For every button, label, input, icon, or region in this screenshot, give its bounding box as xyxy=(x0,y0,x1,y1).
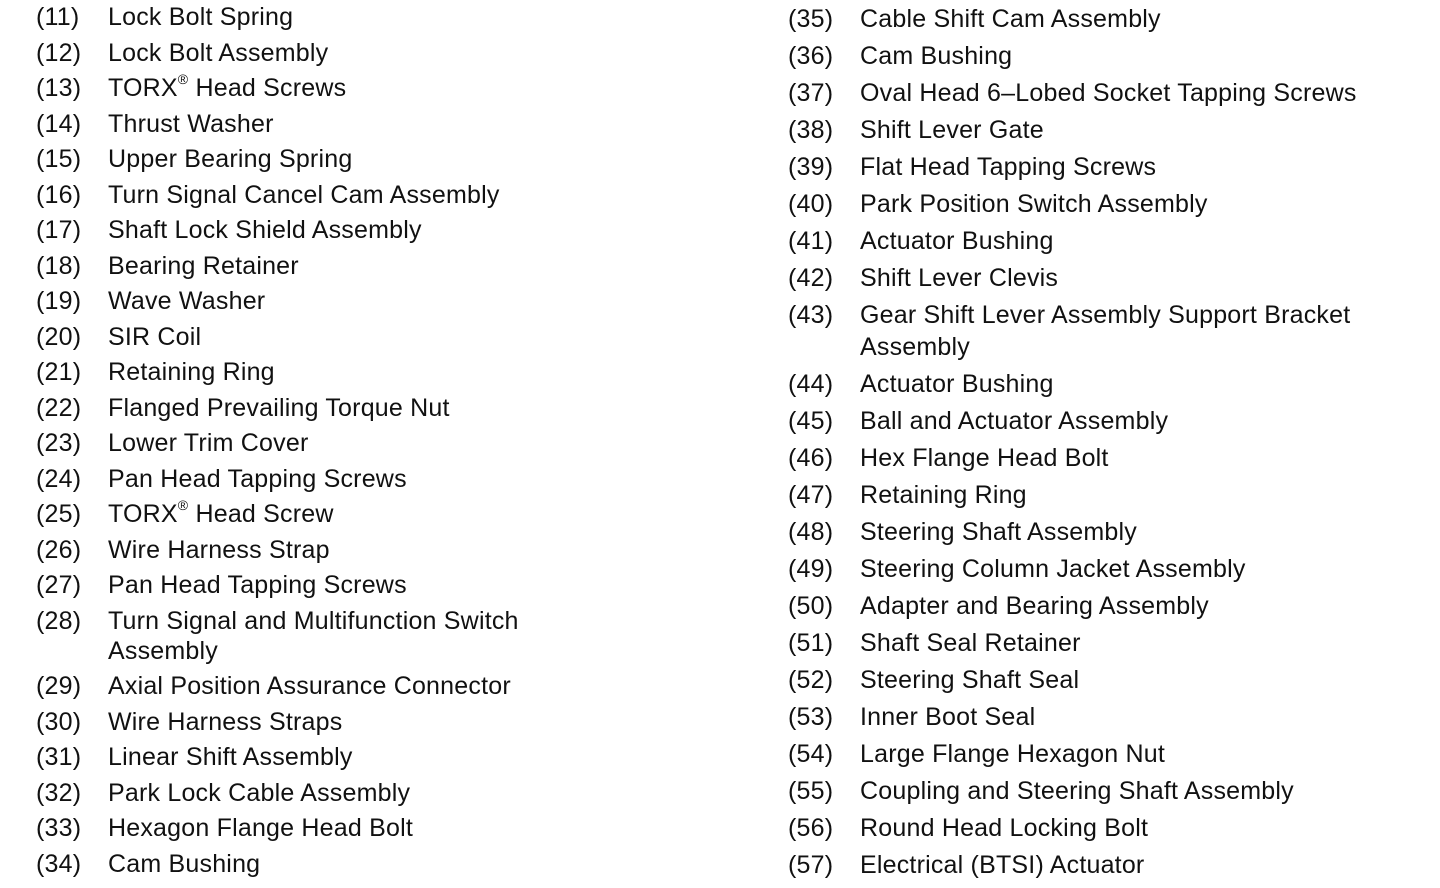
part-number: (27) xyxy=(36,571,82,599)
parts-list-item xyxy=(788,585,1436,622)
part-number: (21) xyxy=(36,358,82,386)
parts-list-item xyxy=(788,474,1436,511)
part-name: Cam Bushing xyxy=(860,42,1013,70)
part-number: (22) xyxy=(36,393,82,422)
part-number: (17) xyxy=(36,216,82,244)
part-number: (19) xyxy=(36,287,82,315)
parts-list-item xyxy=(788,109,1436,146)
part-number: (43) xyxy=(788,301,834,329)
part-number: (13) xyxy=(36,74,82,102)
parts-list-item xyxy=(788,511,1436,548)
part-name: Wire Harness Strap xyxy=(108,535,330,564)
parts-list-item xyxy=(36,352,736,388)
registered-trademark-mark: ® xyxy=(177,71,189,87)
parts-list-right-column xyxy=(788,0,1436,881)
part-number: (23) xyxy=(36,429,82,457)
parts-list-item xyxy=(36,529,736,565)
part-number: (44) xyxy=(788,370,834,398)
parts-list-left-column xyxy=(36,0,736,879)
parts-list-item xyxy=(788,363,1436,400)
part-name: Steering Shaft Seal xyxy=(860,666,1080,694)
part-name: Pan Head Tapping Screws xyxy=(108,464,407,493)
part-name: Wire Harness Straps xyxy=(108,707,343,736)
part-name: SIR Coil xyxy=(108,322,202,351)
part-number: (41) xyxy=(788,227,834,255)
part-number: (40) xyxy=(788,190,834,218)
part-name: Large Flange Hexagon Nut xyxy=(860,740,1165,768)
part-name: Lock Bolt Spring xyxy=(108,3,294,31)
part-number: (51) xyxy=(788,629,834,657)
part-number: (54) xyxy=(788,740,834,768)
parts-list-item xyxy=(36,174,736,210)
part-number: (37) xyxy=(788,79,834,107)
part-number: (12) xyxy=(36,38,82,67)
parts-list-item xyxy=(788,770,1436,807)
parts-list-item xyxy=(36,0,736,32)
parts-list-item xyxy=(788,72,1436,109)
part-name: Gear Shift Lever Assembly Support Bracket Assembly xyxy=(860,301,1351,361)
part-name: Shift Lever Clevis xyxy=(860,264,1059,292)
part-number: (57) xyxy=(788,851,834,879)
parts-list-item xyxy=(788,294,1436,363)
part-name: Bearing Retainer xyxy=(108,251,299,280)
part-name: Electrical (BTSI) Actuator xyxy=(860,851,1145,879)
part-name: Lock Bolt Assembly xyxy=(108,38,329,67)
parts-list-item xyxy=(36,32,736,68)
part-number: (14) xyxy=(36,109,82,138)
part-name: Shaft Seal Retainer xyxy=(860,629,1081,657)
parts-list-item xyxy=(788,844,1436,881)
part-name: Flanged Prevailing Torque Nut xyxy=(108,393,450,422)
parts-list-item xyxy=(36,139,736,175)
part-name: Pan Head Tapping Screws xyxy=(108,571,407,599)
part-number: (34) xyxy=(36,849,82,878)
part-name: Lower Trim Cover xyxy=(108,429,309,457)
part-number: (46) xyxy=(788,444,834,472)
registered-trademark-mark: ® xyxy=(177,497,189,513)
parts-list-item xyxy=(36,565,736,601)
part-number: (32) xyxy=(36,778,82,807)
part-number: (52) xyxy=(788,666,834,694)
part-name: Actuator Bushing xyxy=(860,370,1054,398)
parts-list-item xyxy=(36,600,736,666)
parts-list-item xyxy=(788,437,1436,474)
part-name: Cam Bushing xyxy=(108,849,261,878)
part-number: (39) xyxy=(788,153,834,181)
part-name xyxy=(108,499,736,529)
parts-list-item xyxy=(788,257,1436,294)
parts-list-item xyxy=(36,210,736,246)
part-name: Inner Boot Seal xyxy=(860,703,1036,731)
part-name: Oval Head 6–Lobed Socket Tapping Screws xyxy=(860,79,1357,107)
part-name: Ball and Actuator Assembly xyxy=(860,407,1169,435)
part-number: (45) xyxy=(788,407,834,435)
part-name: Actuator Bushing xyxy=(860,227,1054,255)
part-number: (15) xyxy=(36,145,82,173)
part-number: (16) xyxy=(36,180,82,209)
part-name: Shaft Lock Shield Assembly xyxy=(108,216,422,244)
part-name: Park Lock Cable Assembly xyxy=(108,778,411,807)
part-name: Round Head Locking Bolt xyxy=(860,814,1149,842)
part-name: Park Position Switch Assembly xyxy=(860,190,1208,218)
part-number: (31) xyxy=(36,743,82,771)
parts-list-item xyxy=(36,666,736,702)
parts-list-item xyxy=(788,622,1436,659)
parts-list-item xyxy=(788,0,1436,35)
part-name: Hexagon Flange Head Bolt xyxy=(108,814,413,842)
parts-list-item xyxy=(36,245,736,281)
part-number: (11) xyxy=(36,3,80,31)
part-name xyxy=(108,73,736,103)
part-name-rest: Head Screws xyxy=(188,74,347,102)
part-name: Shift Lever Gate xyxy=(860,116,1044,144)
parts-list-item xyxy=(788,400,1436,437)
part-name: Thrust Washer xyxy=(108,109,274,138)
part-name: Cable Shift Cam Assembly xyxy=(860,5,1161,33)
part-name: Upper Bearing Spring xyxy=(108,145,353,173)
part-number: (25) xyxy=(36,500,82,528)
part-name: Wave Washer xyxy=(108,287,266,315)
part-number: (29) xyxy=(36,672,82,700)
part-number: (33) xyxy=(36,814,82,842)
parts-list-item xyxy=(36,387,736,423)
part-name: Turn Signal Cancel Cam Assembly xyxy=(108,180,500,209)
part-name: Steering Column Jacket Assembly xyxy=(860,555,1246,583)
part-name-brand: TORX xyxy=(108,500,178,528)
part-name: Linear Shift Assembly xyxy=(108,743,353,771)
parts-list-item xyxy=(36,316,736,352)
part-number: (26) xyxy=(36,535,82,564)
parts-list-item xyxy=(36,808,736,844)
part-number: (18) xyxy=(36,251,82,280)
part-name: Flat Head Tapping Screws xyxy=(860,153,1157,181)
part-name: Turn Signal and Multifunction Switch Assembly xyxy=(108,606,519,665)
parts-list-item xyxy=(788,35,1436,72)
part-number: (48) xyxy=(788,518,834,546)
part-number: (20) xyxy=(36,322,82,351)
parts-list-item xyxy=(788,733,1436,770)
part-name-brand: TORX xyxy=(108,74,178,102)
parts-list-item xyxy=(36,281,736,317)
part-number: (35) xyxy=(788,5,834,33)
parts-list-item xyxy=(788,183,1436,220)
parts-list-item xyxy=(788,220,1436,257)
part-name: Adapter and Bearing Assembly xyxy=(860,592,1209,620)
parts-list-item xyxy=(788,548,1436,585)
part-number: (53) xyxy=(788,703,834,731)
parts-list-item xyxy=(36,423,736,459)
part-name: Hex Flange Head Bolt xyxy=(860,444,1109,472)
part-name: Coupling and Steering Shaft Assembly xyxy=(860,777,1294,805)
parts-list-item xyxy=(36,494,736,530)
part-number: (55) xyxy=(788,777,834,805)
part-number: (36) xyxy=(788,42,834,70)
parts-list-item xyxy=(36,701,736,737)
parts-list-item xyxy=(788,696,1436,733)
part-number: (50) xyxy=(788,592,834,620)
parts-list-item xyxy=(36,103,736,139)
part-number: (47) xyxy=(788,481,834,509)
parts-list-item xyxy=(788,659,1436,696)
part-number: (24) xyxy=(36,464,82,493)
part-number: (30) xyxy=(36,707,82,736)
parts-list-item xyxy=(36,458,736,494)
part-name: Retaining Ring xyxy=(860,481,1027,509)
parts-list-item xyxy=(36,68,736,104)
parts-list-item xyxy=(788,146,1436,183)
parts-list-item xyxy=(36,772,736,808)
part-name: Axial Position Assurance Connector xyxy=(108,672,511,700)
part-number: (42) xyxy=(788,264,834,292)
parts-list-item xyxy=(36,843,736,879)
part-name: Retaining Ring xyxy=(108,358,275,386)
part-number: (28) xyxy=(36,606,82,635)
parts-list-item xyxy=(788,807,1436,844)
part-name-rest: Head Screw xyxy=(188,500,334,528)
parts-list-item xyxy=(36,737,736,773)
part-number: (38) xyxy=(788,116,834,144)
part-name: Steering Shaft Assembly xyxy=(860,518,1137,546)
part-number: (49) xyxy=(788,555,834,583)
part-number: (56) xyxy=(788,814,834,842)
